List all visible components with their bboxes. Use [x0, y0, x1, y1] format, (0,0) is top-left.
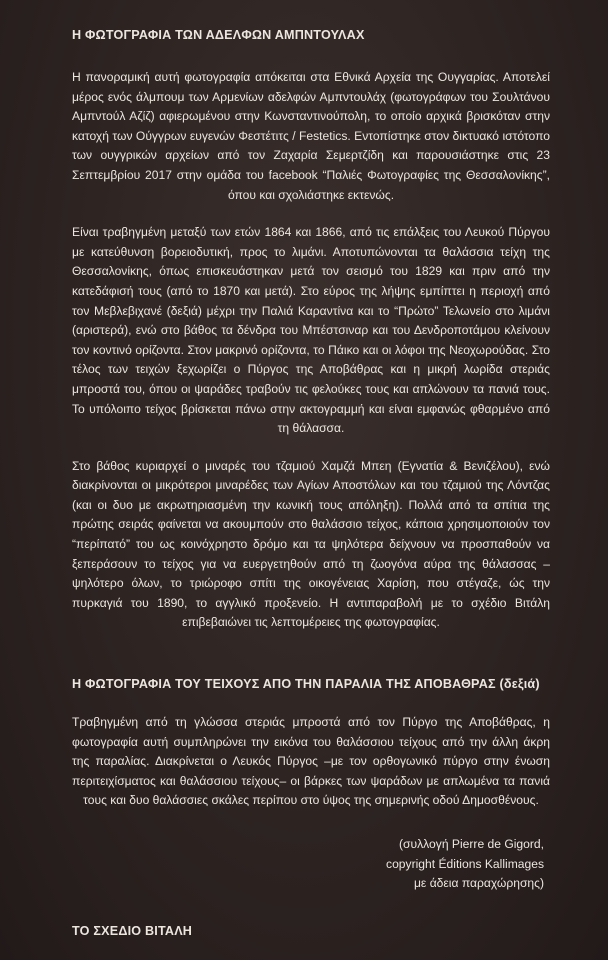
photo-credit: [72, 835, 550, 894]
section-heading-abdullah-photo: Η ΦΩΤΟΓΡΑΦΙΑ ΤΩΝ ΑΔΕΛΦΩΝ ΑΜΠΝΤΟΥΛΑΧ: [72, 28, 365, 42]
credit-line-collection: (συλλογή Pierre de Gigord,: [399, 837, 544, 851]
paragraph-minarets-houses: Στο βάθος κυριαρχεί ο μιναρές του τζαμιού Χαμζά Μπεη (Εγνατία & Βενιζέλου), ενώ διακρίνονται οι μικρότεροι μιναρέδες των Αγίων Αποστόλων και του τζαμιού της Λόντζας (και οι δυο με ακρωτηριασμένη την κωνική τους απόληξη). Πολλά από τα σπίτια της πρώτης σειράς φαίνεται να ακουμπούν στο θαλάσσιο τείχος, κάποια χρησιμοποιούν τον “περίπατό” του ως κοινόχρηστο δρόμο και τα ψηλότερα δείχνουν να προσπαθούν να ξεπεράσουν το τείχος για να ευεργετηθούν από τη ζωογόνα αύρα της θάλασσας – ψηλότερο όλων, το τριώροφο σπίτι της οικογένειας Χαρίση, που στέγαζε, ώς την πυρκαγιά του 1890, το αγγλικό προξενείο. Η αντιπαραβολή με το σχέδιο Βιτάλη επιβεβαιώνει τις λεπτομέρειες της φωτογραφίας.: [72, 458, 550, 630]
section-heading-vitali-plan: ΤΟ ΣΧΕΔΙΟ ΒΙΤΑΛΗ: [72, 923, 193, 938]
paragraph-photo-description: Είναι τραβηγμένη μεταξύ των ετών 1864 και 1866, από τις επάλξεις του Λευκού Πύργου με κατεύθυνση βορειοδυτική, προς το λιμάνι. Αποτυπώνονται τα θαλάσσια τείχη της Θεσσαλονίκης, όπως επισκευάστηκαν μετά τον σεισμό του 1829 και πριν από την κατεδάφισή τους (από το 1870 και μετά). Στο εύρος της λήψης εμπίπτει η περιοχή από τον Μεβλεβιχανέ (δεξιά) μέχρι την Παλιά Καραντίνα και το “Πρώτο” Τελωνείο στο λιμάνι (αριστερά), ενώ στο βάθος τα δένδρα του Μπέστσιναρ και του Δενδροποτάμου κλείνουν τον κοντινό ορίζοντα. Στον μακρινό ορίζοντα, το Πάικο και οι λόφοι της Νεοχωρούδας. Στο τέλος των τειχών ξεχωρίζει ο Πύργος της Αποβάθρας και η μικρή λωρίδα στεριάς μπροστά του, όπου οι ψαράδες τραβούν τις φελούκες τους και απλώνουν τα πανιά τους. Το υπόλοιπο τείχος βρίσκεται πάνω στην ακτογραμμή και είναι εμφανώς φθαρμένο από τη θάλασσα.: [72, 225, 550, 436]
credit-line-permission: με άδεια παραχώρησης): [413, 876, 544, 891]
paragraph-album-origin: Η πανοραμική αυτή φωτογραφία απόκειται στα Εθνικά Αρχεία της Ουγγαρίας. Αποτελεί μέρος ενός άλμπουμ των Αρμενίων αδελφών Αμπντουλάχ (φωτογράφων του Σουλτάνου Αμπντούλ Αζίζ) αφιερωμένου στην Κωνσταντινούπολη, το οποίο αρχικά βρισκόταν στην κατοχή των Ούγγρων ευγενών Φεστέτιτς / Festetics. Εντοπίστηκε στον δικτυακό ιστότοπο των ουγγρικών αρχείων από τον Ζαχαρία Σεμερτζίδη και παρουσιάστηκε στις 23 Σεπτεμβρίου 2017 στην ομάδα του facebook “Παλιές Φωτογραφίες της Θεσσαλονίκης”, όπου και σχολιάστηκε εκτενώς.: [72, 70, 550, 202]
section-heading-wall-photo: Η ΦΩΤΟΓΡΑΦΙΑ ΤΟΥ ΤΕΙΧΟΥΣ ΑΠΟ ΤΗΝ ΠΑΡΑΛΙΑ ΤΗΣ ΑΠΟΒΑΘΡΑΣ (δεξιά): [72, 677, 540, 692]
credit-line-copyright: copyright Éditions Kallimages: [386, 856, 544, 871]
paragraph-wall-photo: Τραβηγμένη από τη γλώσσα στεριάς μπροστά από τον Πύργο της Αποβάθρας, η φωτογραφία αυτή συμπληρώνει την εικόνα του θαλάσσιου τείχους από την άλλη άκρη της παραλίας. Διακρίνεται ο Λευκός Πύργος –με τον ορθογωνικό πύργο στην ένωση περιτειχίσματος και θαλάσσιου τείχους– οι βάρκες των ψαράδων με απλωμένα τα πανιά τους και δυο θαλάσσιες σκάλες περίπου στο ύψος της σημερινής οδού Δημοσθένους.: [72, 715, 550, 808]
